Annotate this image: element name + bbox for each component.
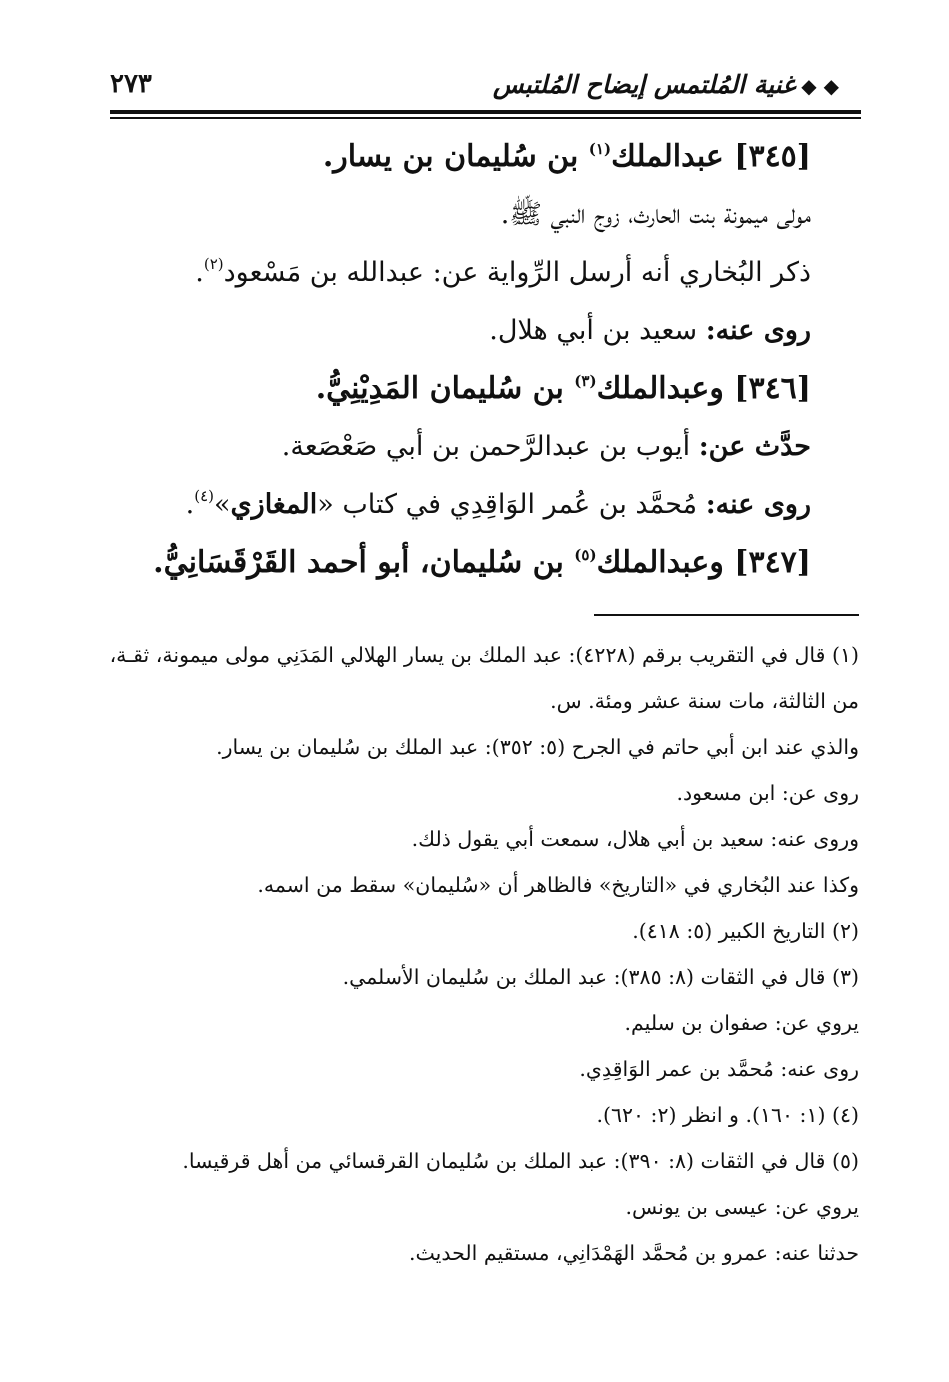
footnote-line: (٢) التاريخ الكبير (٥: ٤١٨). xyxy=(632,919,859,943)
footnote-line: (٤) (١: ١٦٠). و انظر (٢: ٦٢٠). xyxy=(596,1103,859,1127)
entry-heading-name: [٣٤٥] عبدالملك xyxy=(611,139,811,174)
narrator-text: أيوب بن عبدالرَّحمن بن أبي صَعْصَعة. xyxy=(281,431,699,462)
footnote-ref-4: (٤) xyxy=(194,487,214,505)
page-number: ٢٧٣ xyxy=(110,69,152,99)
footnote-line: (٣) قال في الثقات (٨: ٣٨٥): عبد الملك بن سُليمان الأسلمي. xyxy=(342,965,859,989)
footnote-ref-2: (٢) xyxy=(203,255,224,273)
footnote-line: (١) قال في التقريب برقم (٤٢٢٨): عبد الملك بن يسار الهلالي المَدَنِي مولى ميمونة، ثقـة، xyxy=(109,643,859,667)
entry-text-end: . xyxy=(195,257,204,288)
narrated-label: روى عنه: xyxy=(705,315,811,346)
footnote-line: حدثنا عنه: عمرو بن مُحمَّد الهَمْدَانِي، مستقيم الحديث. xyxy=(409,1241,859,1265)
entry-heading-name: [٣٤٦] وعبدالملك xyxy=(596,371,811,406)
entry-346-line-2 xyxy=(90,418,811,476)
entry-346-line-3 xyxy=(90,476,811,534)
quote-close: » xyxy=(213,489,231,520)
footnote-line: وروى عنه: سعيد بن أبي هلال، سمعت أبي يقول ذلك. xyxy=(411,827,859,851)
entry-heading-name: [٣٤٧] وعبدالملك xyxy=(596,545,811,580)
footnote-line: (٥) قال في الثقات (٨: ٣٩٠): عبد الملك بن سُليمان القرقسائي من أهل قرقيسا. xyxy=(182,1149,859,1173)
footnote-line: وكذا عند البُخاري في «التاريخ» فالظاهر أن «سُليمان» سقط من اسمه. xyxy=(257,873,859,897)
entry-345-line-4 xyxy=(90,302,811,360)
footnote-separator xyxy=(594,614,859,616)
main-text xyxy=(90,128,811,592)
footnote-ref-5: (٥) xyxy=(574,546,597,564)
entry-345-line-2: مولى ميمونة بنت الحارث، زوج النبي ﷺ. xyxy=(500,199,811,230)
footnote-line: روى عن: ابن مسعود. xyxy=(676,781,859,805)
entry-345-heading xyxy=(90,128,811,186)
entry-text-end: . xyxy=(185,489,195,520)
narrator-text: سعيد بن أبي هلال. xyxy=(489,315,706,346)
footnote-line: يروي عن: عيسى بن يونس. xyxy=(625,1195,859,1219)
footnote-line: من الثالثة، مات سنة عشر ومئة. س. xyxy=(550,689,859,713)
footnote-ref-1: (١) xyxy=(588,140,612,158)
running-title-text: غنية المُلتمس إيضاح المُلتبس xyxy=(492,69,796,99)
footnote-line: والذي عند ابن أبي حاتم في الجرح (٥: ٣٥٢): عبد الملك بن سُليمان بن يسار. xyxy=(216,735,859,759)
entry-heading-rest: بن سُليمان، أبو أحمد القَرْقَسَانِيُّ. xyxy=(153,545,575,580)
running-title xyxy=(493,70,839,99)
entry-text: ذكر البُخاري أنه أرسل الرِّواية عن: عبدالله بن مَسْعود xyxy=(223,257,811,288)
footnote-ref-3: (٣) xyxy=(574,372,597,390)
entry-347-heading xyxy=(90,534,811,592)
footnotes xyxy=(80,632,859,1276)
book-title: المغازي xyxy=(230,489,318,520)
narrator-text: مُحمَّد بن عُمر الوَاقِدِي في كتاب « xyxy=(317,489,706,520)
header-rule-thick xyxy=(110,110,861,114)
narrated-from-label: حدَّث عن: xyxy=(698,431,811,462)
footnote-line: روى عنه: مُحمَّد بن عمر الوَاقِدِي. xyxy=(579,1057,859,1081)
entry-heading-rest: بن سُليمان بن يسار. xyxy=(322,139,589,174)
entry-heading-rest: بن سُليمان المَدِيْنِيُّ. xyxy=(315,371,575,406)
page-header xyxy=(110,62,839,106)
header-rule-thin xyxy=(110,117,861,119)
entry-346-heading xyxy=(90,360,811,418)
diamond-ornament-icon: ◆ ◆ xyxy=(801,73,839,98)
entry-345-line-3 xyxy=(90,244,811,302)
footnote-line: يروي عن: صفوان بن سليم. xyxy=(624,1011,859,1035)
narrated-label: روى عنه: xyxy=(705,489,811,520)
